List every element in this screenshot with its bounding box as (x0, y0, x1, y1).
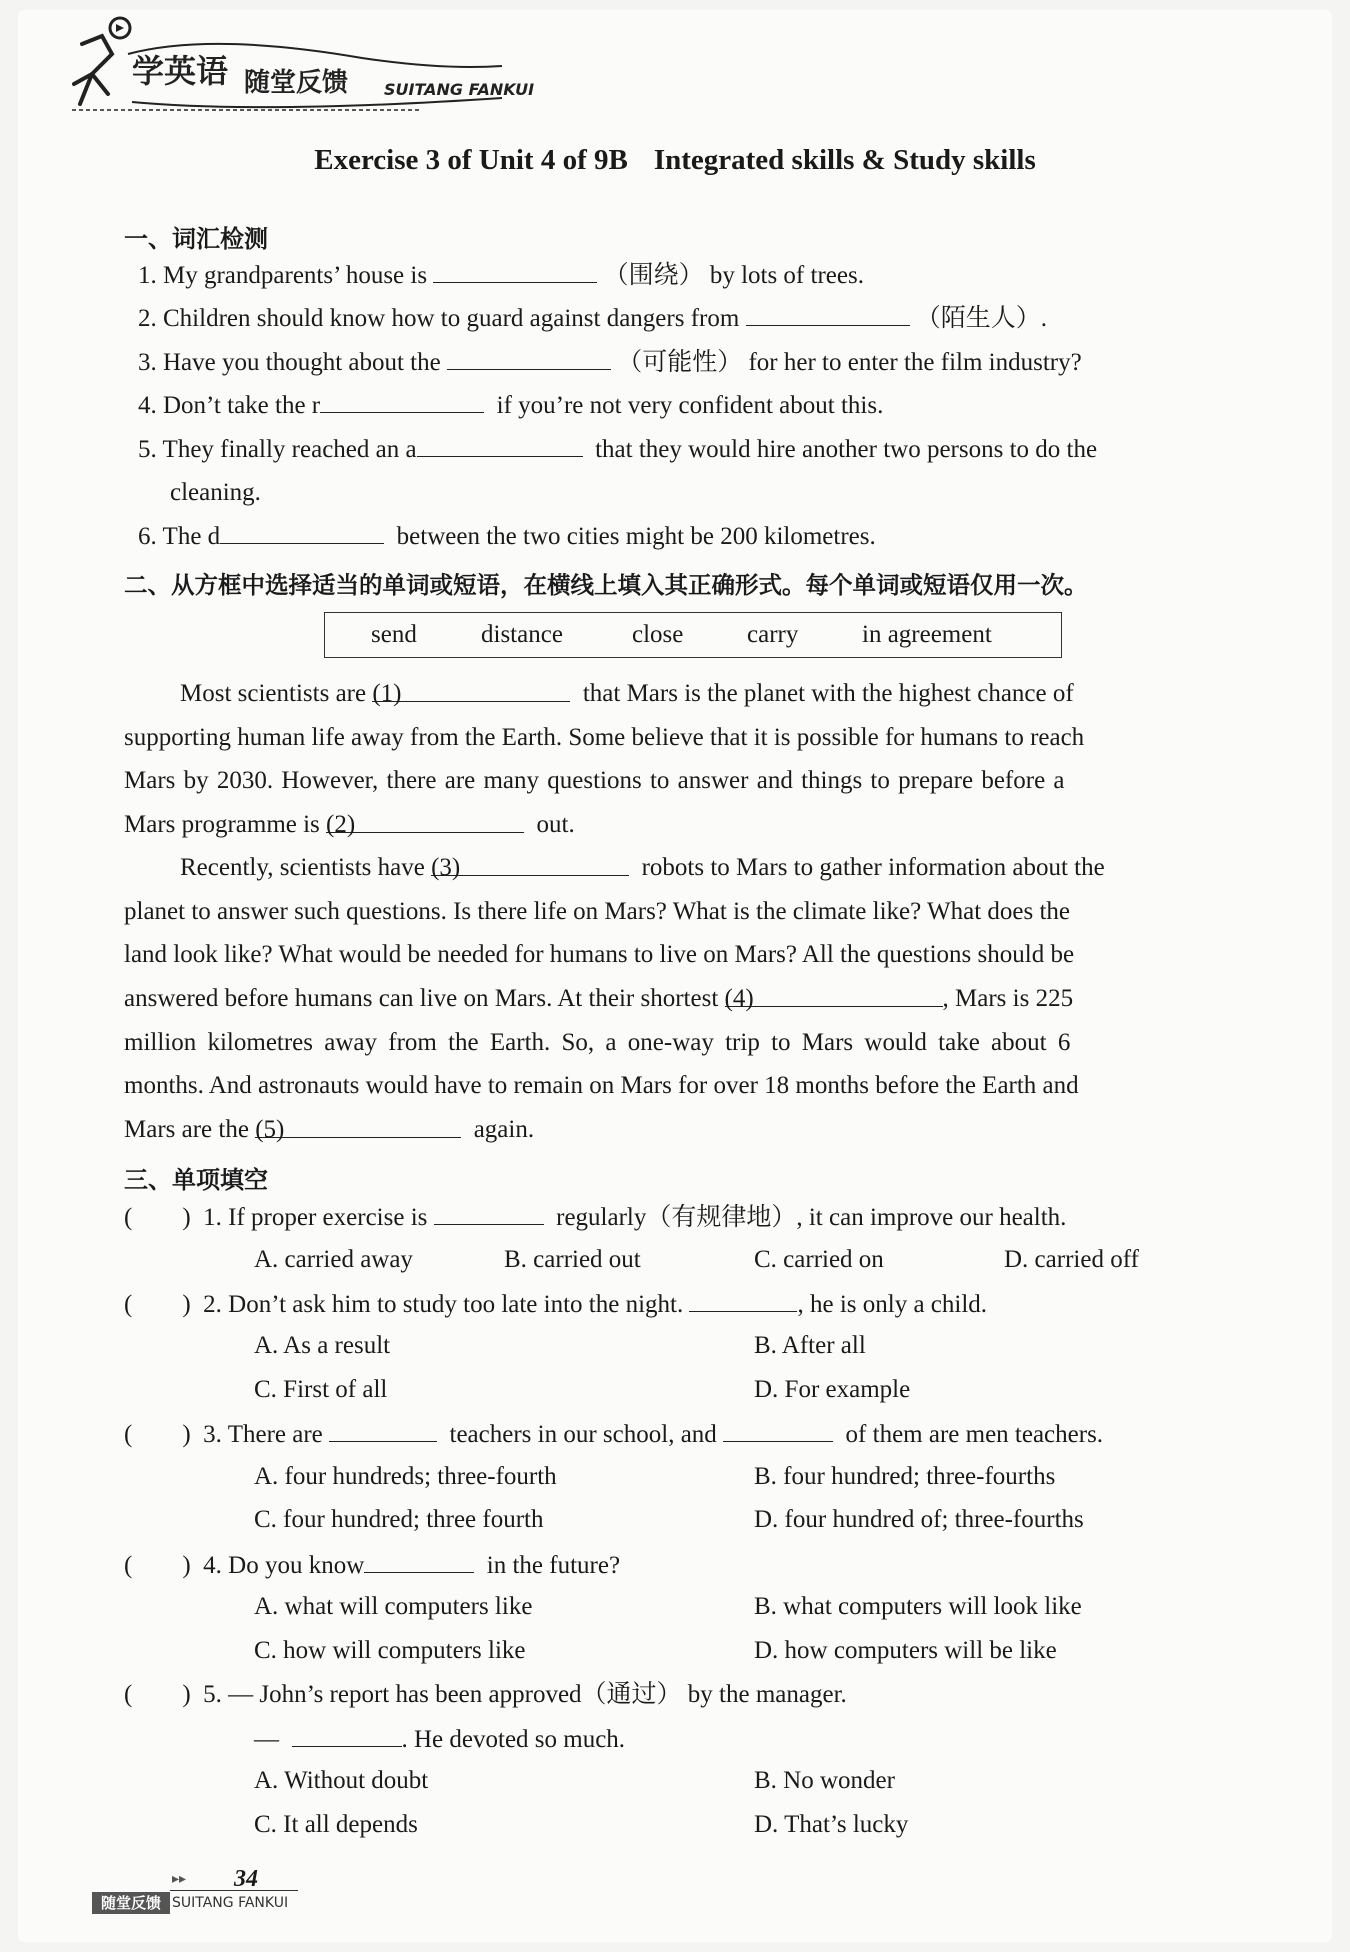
passage-line (124, 1115, 534, 1145)
answer-blank[interactable] (433, 260, 597, 283)
word-bank-item: carry (747, 621, 799, 648)
answer-blank (723, 1419, 833, 1442)
dialogue-dash: — (254, 1726, 279, 1753)
question-4 (124, 1550, 620, 1581)
section2-heading: 二、从方框中选择适当的单词或短语，在横线上填入其正确形式。每个单词或短语仅用一次。 (124, 571, 1088, 599)
passage-text: Mars programme is (124, 811, 320, 838)
logo-subtitle-cn: 随堂反馈 (244, 68, 349, 98)
vocab-item-2 (138, 303, 1047, 334)
answer-bracket[interactable]: ( ) (124, 1552, 191, 1579)
option-c[interactable]: C. carried on (754, 1246, 884, 1273)
passage-line (124, 810, 575, 840)
double-arrow-icon: ▸▸ (172, 1871, 187, 1887)
page-number: 34 (234, 1866, 258, 1892)
vocab-item-5 (138, 434, 1097, 465)
answer-blank (434, 1202, 544, 1225)
answer-blank[interactable] (320, 390, 484, 413)
page-title (0, 144, 1350, 177)
option-d[interactable]: D. That’s lucky (754, 1811, 909, 1838)
word-bank-item: send (371, 621, 417, 648)
footer-divider (170, 1890, 298, 1891)
question-3 (124, 1419, 1103, 1450)
header-logo (62, 14, 562, 114)
question-text: 3. There are (203, 1421, 323, 1448)
vocab-item-4 (138, 390, 883, 421)
option-c[interactable]: C. how will computers like (254, 1637, 526, 1664)
passage-blank-2[interactable] (326, 810, 524, 838)
vocab-item-text: 5. They finally reached an a (138, 436, 417, 463)
passage-text: robots to Mars to gather information about the (641, 854, 1105, 881)
option-b[interactable]: B. carried out (504, 1246, 641, 1273)
answer-blank[interactable] (417, 434, 583, 457)
passage-text: Mars are the (124, 1116, 249, 1143)
answer-blank (292, 1724, 402, 1747)
vocab-item-text: between the two cities might be 200 kilometres. (396, 523, 876, 550)
vocab-item-text: 4. Don’t take the r (138, 392, 321, 419)
answer-blank (364, 1550, 474, 1573)
blank-number: (4) (724, 985, 754, 1012)
passage-blank-4[interactable] (724, 984, 943, 1012)
option-a[interactable]: A. As a result (254, 1332, 391, 1359)
passage-text: , Mars is 225 (942, 985, 1074, 1012)
passage-text: Recently, scientists have (180, 854, 425, 881)
worksheet-page (18, 10, 1332, 1942)
option-c[interactable]: C. It all depends (254, 1811, 418, 1838)
vocab-item-6 (138, 521, 876, 552)
vocab-item-5-cont: cleaning. (170, 479, 261, 506)
section1-heading: 一、词汇检测 (124, 225, 268, 253)
question-text: teachers in our school, and (449, 1421, 717, 1448)
vocab-item-text: （陌生人）. (915, 305, 1048, 332)
passage-line (180, 853, 1105, 883)
blank-number: (1) (372, 680, 402, 707)
option-b[interactable]: B. what computers will look like (754, 1593, 1082, 1620)
answer-blank (329, 1419, 437, 1442)
passage-blank-3[interactable] (431, 853, 629, 881)
question-2 (124, 1289, 987, 1320)
option-c[interactable]: C. four hundred; three fourth (254, 1506, 544, 1533)
passage-text: out. (536, 811, 575, 838)
passage-line: supporting human life away from the Earth. Some believe that it is possible for humans to reach (124, 724, 1085, 751)
option-a[interactable]: A. carried away (254, 1246, 413, 1273)
logo-subtitle-en: SUITANG FANKUI (384, 80, 535, 99)
vocab-item-text: if you’re not very confident about this. (496, 392, 884, 419)
answer-blank[interactable] (220, 521, 384, 544)
passage-line: Mars by 2030. However, there are many questions to answer and things to prepare before a (124, 767, 1065, 794)
question-text: , he is only a child. (797, 1291, 988, 1318)
vocab-item-text: （可能性） for her to enter the film industry? (617, 349, 1082, 376)
answer-bracket[interactable]: ( ) (124, 1204, 191, 1231)
answer-bracket[interactable]: ( ) (124, 1291, 191, 1318)
passage-text: that Mars is the planet with the highest chance of (582, 680, 1074, 707)
vocab-item-text: 6. The d (138, 523, 221, 550)
word-bank-item: close (632, 621, 684, 648)
option-a[interactable]: A. what will computers like (254, 1593, 533, 1620)
blank-number: (5) (255, 1116, 285, 1143)
vocab-item-text: 1. My grandparents’ house is (138, 262, 428, 289)
word-bank-box (324, 612, 1062, 658)
answer-bracket[interactable]: ( ) (124, 1421, 191, 1448)
question-1 (124, 1202, 1066, 1233)
answer-bracket[interactable]: ( ) (124, 1681, 191, 1708)
passage-line (180, 679, 1074, 709)
question-text: regularly（有规律地）, it can improve our health. (556, 1204, 1067, 1231)
option-a[interactable]: A. four hundreds; three-fourth (254, 1463, 557, 1490)
blank-number: (3) (431, 854, 461, 881)
passage-line: months. And astronauts would have to remain on Mars for over 18 months before the Earth and (124, 1072, 1079, 1099)
option-b[interactable]: B. four hundred; three-fourths (754, 1463, 1056, 1490)
question-text: 4. Do you know (203, 1552, 365, 1579)
question-text: 5. — John’s report has been approved（通过） by the manager. (203, 1681, 847, 1708)
passage-line: land look like? What would be needed for humans to live on Mars? All the questions should be (124, 941, 1075, 968)
option-b[interactable]: B. After all (754, 1332, 866, 1359)
passage-text: answered before humans can live on Mars. At their shortest (124, 985, 719, 1012)
footer-badge: 随堂反馈 (92, 1892, 170, 1914)
logo-title-cn: 学英语 (132, 52, 229, 90)
option-b[interactable]: B. No wonder (754, 1767, 895, 1794)
answer-blank (689, 1289, 797, 1312)
blank-number: (2) (326, 811, 356, 838)
question-text: in the future? (486, 1552, 621, 1579)
vocab-item-3 (138, 347, 1082, 378)
vocab-item-text: 3. Have you thought about the (138, 349, 441, 376)
footer-badge-en: SUITANG FANKUI (172, 1895, 289, 1911)
passage-blank-5[interactable] (255, 1115, 461, 1143)
vocab-item-text: that they would hire another two persons to do the (595, 436, 1098, 463)
passage-line (124, 984, 1073, 1014)
title-exercise: Exercise 3 of Unit 4 of 9B (314, 144, 628, 176)
passage-text: Most scientists are (180, 680, 367, 707)
question-5 (124, 1680, 847, 1710)
question-5-reply (254, 1724, 625, 1755)
word-bank-item: distance (481, 621, 563, 648)
passage-line: planet to answer such questions. Is there life on Mars? What is the climate like? What does the (124, 898, 1071, 925)
option-d[interactable]: D. how computers will be like (754, 1637, 1057, 1664)
section3-heading: 三、单项填空 (124, 1166, 268, 1194)
passage-blank-1[interactable] (372, 679, 570, 707)
vocab-item-1 (138, 260, 864, 291)
passage-line: million kilometres away from the Earth. So, a one-way trip to Mars would take about 6 (124, 1029, 1071, 1056)
option-d[interactable]: D. For example (754, 1376, 911, 1403)
answer-blank[interactable] (746, 303, 910, 326)
title-skills: Integrated skills & Study skills (653, 144, 1036, 176)
question-text: 1. If proper exercise is (203, 1204, 428, 1231)
option-a[interactable]: A. Without doubt (254, 1767, 429, 1794)
passage-text: again. (473, 1116, 535, 1143)
option-d[interactable]: D. four hundred of; three-fourths (754, 1506, 1084, 1533)
answer-blank[interactable] (447, 347, 611, 370)
option-d[interactable]: D. carried off (1004, 1246, 1139, 1273)
vocab-item-text: 2. Children should know how to guard against dangers from (138, 305, 740, 332)
word-bank-item: in agreement (862, 621, 992, 648)
option-c[interactable]: C. First of all (254, 1376, 388, 1403)
question-text: . He devoted so much. (401, 1726, 626, 1753)
question-text: 2. Don’t ask him to study too late into the night. (203, 1291, 684, 1318)
question-text: of them are men teachers. (845, 1421, 1104, 1448)
vocab-item-text: （围绕） by lots of trees. (603, 262, 864, 289)
